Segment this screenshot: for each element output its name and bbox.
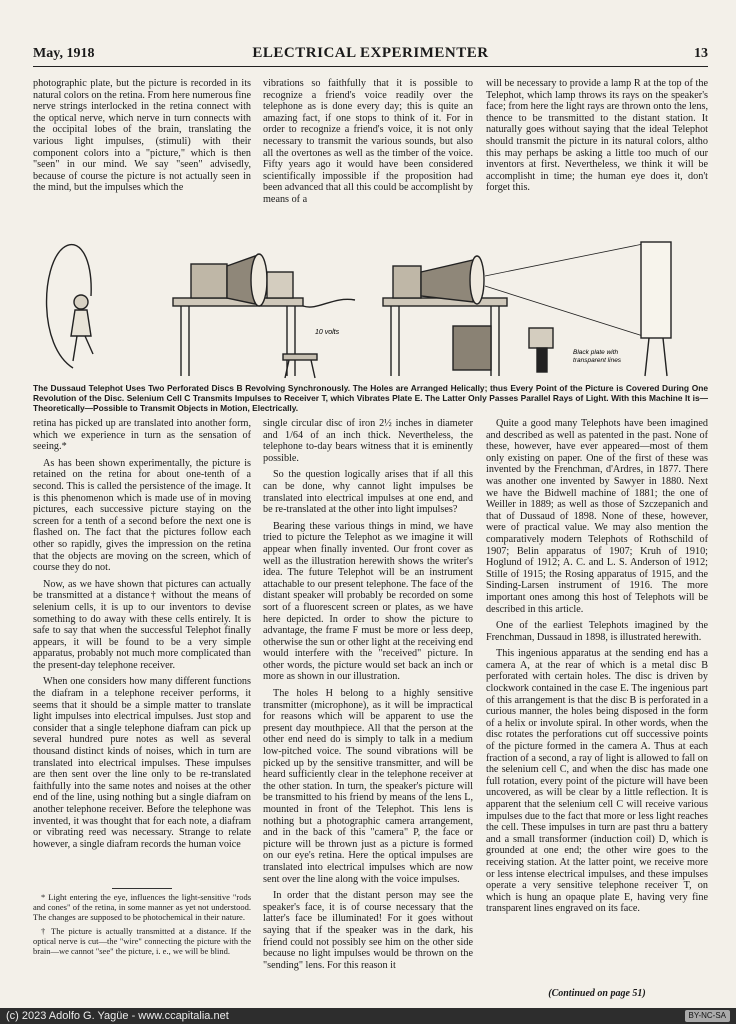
paragraph: This ingenious apparatus at the sending end has a camera A, at the rear of which is a metal disc B perforated with certain holes. The disc is driven by clockwork contained in the case E. The ingenious part of this arrangement is that the disc B is perforated in a curious manner, the holes being disposed in the form of a helix or involute spiral. In other words, when the disc rotates the perforations cut off successive points of the picture formed in the camera A. Thus at each fraction of a second, a ray of light is allowed to fall on the selenium cell C, and when the disc has made one full rotation, every point of the picture will have been uncovered, as will be clear by a little reflection. It is apparent that the selenium cell C will receive various impulses due to the fact that more or less light reaches the cell. These impulses in turn are past thru a battery and a small transformer (induction coil) D, which is grounded at one end; the other wire goes to the receiving station. At the latter point, we receive more or less intense electrical impulses, and these impulses operate a very sensitive telephone receiver T, on which is hung an opaque plate E, having very fine transparent lines engraved on its face. (486, 648, 708, 915)
paragraph: One of the earliest Telephots imagined by the Frenchman, Dussaud in 1898, is illustrated herewith. (486, 620, 708, 643)
clockwork-case-e (267, 272, 293, 298)
volts-label: 10 volts (315, 329, 340, 336)
paragraph: vibrations so faithfully that it is possible to recognize a friend's voice readily over the telephone as is done every day; this is quite an amazing fact, if one stops to think of it. For in order to recognize a friend's voice, it is not only necessary to transmit the various sounds, but also all the overtones as well as the timber of the voice. Fifty years ago it would have been considered scientifically impossible if the proposition had been advanced that all this could be accomplisht by means of a (263, 78, 473, 205)
paragraph: will be necessary to provide a lamp R at the top of the Telephot, which lamp throws its rays on the speaker's face; from here the light rays are thrown onto the lens, thence to be transmitted to the distant station. It naturally goes without saying that the ideal Telephot should transmit the picture in its natural colors, altho this may perhaps be asking a little too much of our inventors at first. Nevertheless, we think it will be accomplisht in time; the human eye does it, don't forget this. (486, 78, 708, 194)
paragraph: Now, as we have shown that pictures can actually be transmitted at a distance† without the means of selenium cells, it is up to our inventors to devise something to do away with these cells entirely. It is safe to say that when the successful Telephot finally appears, it will be found to be a very simple apparatus, probably not much more complicated than the present-day telephone receiver. (33, 578, 251, 671)
footnote: * Light entering the eye, influences the light-sensitive "rods and cones" of the retina, in some manner as yet not understood. The changes are supposed to be photochemical in their nature. (33, 892, 251, 922)
footnote: † The picture is actually transmitted at a distance. If the optical nerve is cut—the "wire" connecting the picture with the brain—we cannot "see" the picture, i. e., we will be blind. (33, 926, 251, 956)
continued-note: (Continued on page 51) (548, 988, 646, 999)
battery-stool (283, 354, 317, 360)
receiver-bellows (421, 260, 473, 302)
page-header (33, 44, 708, 67)
connecting-wire (303, 299, 355, 307)
plate-label-2: transparent lines (573, 357, 622, 364)
paragraph: single circular disc of iron 2½ inches in diameter and 1/64 of an inch thick. Nevertheless, the telephone to-day bears witness that it is eminently possible. (263, 418, 473, 464)
paragraph: When one considers how many different functions the diafram in a telephone receiver performs, it seems that it should be a simple matter to translate light impulses into electrical impulses. Just stop and consider that a single telephone diafram can pick up several hundred pure notes as well as several thousand distinct kinds of noises, which in turn are translated into electrical impulses. These impulses are then sent over the line only to be re-translated faithfully into the same notes and noises at the other end of the line, using nothing but a single diafram on another telephone receiver. Before the telephone was invented, it was thought that for each note, a diafram or vibrating reed was necessary. Strange to relate however, a single diafram records the human voice (33, 676, 251, 850)
paragraph: Quite a good many Telephots have been imagined and described as well as patented in the past. None of these, however, have ever appeared—most of them only existing on paper. One of the first of these was invented by the Frenchman, d'Ardres, in 1877. There was another one invented by Sawyer in 1880. Next we have the Bidwell machine of 1881; the one of Weiller in 1889; as well as those of Szczepanich and that of Dussaud of 1898. None of these, however, were of practical value. We may also mention the comparatively modern Telephots of Rothschild of 1907; Belin apparatus of 1907; Kruh of 1910; Hoglund of 1912; A. C. and L. S. Anderson of 1912; Stille of 1915; the Rosing apparatus of 1915, and the Sinding-Larsen instrument of 1916. The more important ones among this host of Telephots will be described in this article. (486, 418, 708, 615)
disc-b (251, 254, 267, 306)
girl-legs (73, 336, 93, 361)
copyright-text: (c) 2023 Adolfo G. Yagüe - www.ccapitalia.net (6, 1010, 229, 1022)
light-rays (485, 244, 643, 336)
column-3 (486, 418, 708, 984)
projection-screen (641, 242, 671, 338)
figure-caption: The Dussaud Telephot Uses Two Perforated Discs B Revolving Synchronously. The Holes are Arranged Helically; thus Every Point of the Picture is Covered During One Revolution of the Disc. Selenium Cell C Transmits Impulses to Receiver T, which Vibrates Plate E. The Latter Only Passes Parallel Rays of Light. With this Machine It is—Theoretically—Possible to Transmit Objects in Motion, Electrically. (33, 383, 708, 414)
telephot-illustration (33, 236, 708, 384)
top-column-1 (33, 78, 251, 234)
paragraph: retina has picked up are translated into another form, which we experience in turn as the sensation of seeing.* (33, 418, 251, 453)
sending-table-legs (181, 306, 295, 376)
plate-label: Black plate with (573, 349, 619, 356)
girl-head (74, 295, 88, 309)
black-plate (537, 348, 547, 372)
footnotes (33, 888, 251, 962)
paragraph: As has been shown experimentally, the picture is retained on the retina for about one-tenth of a second. This is called the persistence of the image. It is this phenomenon which is made use of in moving pictures, each successive picture staying on the screen for a tenth of a second before the next one is flashed on. The fact that the pictures follow each other so rapidly, gives the impression on the retina that the objects are moving on the screen, which of course they do not. (33, 457, 251, 574)
girl-dress (71, 310, 91, 336)
screen-stand (645, 338, 667, 376)
paragraph: Bearing these various things in mind, we have tried to picture the Telephot as we imagine it will appear when finally invented. Our front cover as well as the illustration herewith shows the writer's idea. The future Telephot will be an instrument attachable to our present telephone. The face of the distant speaker will probably be recorded on some sort of a fluorescent screen or plates, as we have here depicted. In order to show the picture to advantage, the frame F must be more or less deep, otherwise the sun or other light at the receiving end would interfere with the "received" picture. In other words, the picture would set back an inch or more as shown in our illustration. (263, 520, 473, 683)
paragraph: photographic plate, but the picture is recorded in its natural colors on the retina. From here numerous fine nerve strings interlocked in the retina connect with the optical nerve, which nerve in turn connects with the occipital lobes of the brain, translating the various light impulses, (stimuli) with their component colors into a "picture," which is then "seen" in our mind. We say "seen" advisedly, because of course the picture is not actually seen in the mind, but the impulses which the (33, 78, 251, 194)
license-badge: BY-NC-SA (685, 1010, 731, 1022)
paragraph: So the question logically arises that if all this can be done, why cannot light impulses be translated into electrical impulses at one end, and be re-translated at the other into light impulses? (263, 469, 473, 516)
paragraph: In order that the distant person may see the speaker's face, it is of course necessary that the latter's face be illuminated! For it goes without saying that if the speaker was in the dark, his friend could not possibly see him on the other side because no light impulses would be thrown on the "sending" lens. For this reason it (263, 890, 473, 971)
receiver-t (393, 266, 421, 298)
telephot-drawing (33, 236, 708, 384)
induction-box (453, 326, 491, 370)
paragraph: The holes H belong to a highly sensitive transmitter (microphone), as it will be impractical for reasons which will be apparent to use the present day mouthpiece. All that the person at the other end need do is simply to talk in a medium low-pitched voice. The sound vibrations will be picked up by the sensitive transmitter, and will be heard sufficiently clear in the telephone receiver at the other station. In turn, the speaker's picture will be transmitted to his friend by means of the lens L, mounted in front of the Telephot. This lens is nothing but a photographic camera arrangement, and in the back of this "camera" P, the face or picture will be thrown just as a picture is formed on our eye's retina. Here the optical impulses are translated into electrical impulses which are now sent over the line along with the voice impulses. (263, 688, 473, 885)
inset-receiver (529, 328, 553, 348)
column-2 (263, 418, 473, 996)
disc-b-receiver (470, 256, 484, 304)
top-column-3 (486, 78, 708, 234)
page-number: 13 (694, 46, 708, 61)
camera-a (191, 264, 227, 298)
issue-date: May, 1918 (33, 46, 95, 61)
magazine-title: ELECTRICAL EXPERIMENTER (252, 45, 489, 61)
page-footer (0, 1008, 736, 1024)
top-column-2 (263, 78, 473, 234)
